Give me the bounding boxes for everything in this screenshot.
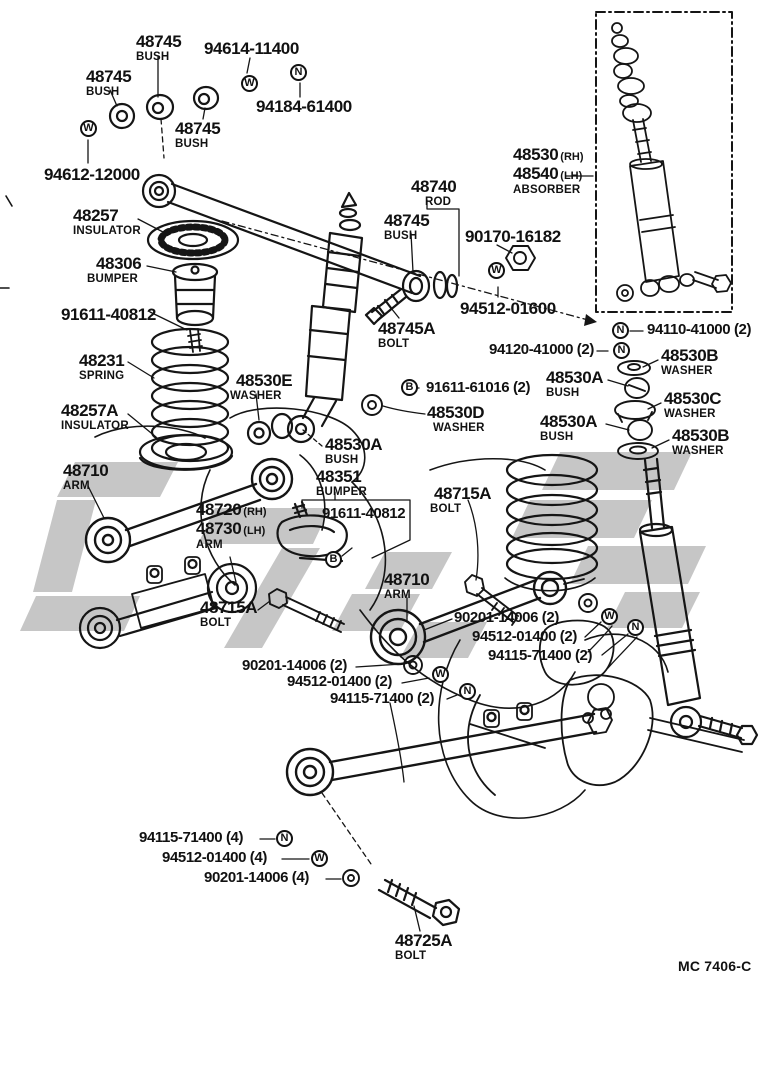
part-label-91611-40812-1: 91611-40812: [61, 305, 156, 324]
nut-symbol: N: [627, 619, 644, 636]
part-label-48715a-bolt-1: 48715A BOLT: [430, 484, 492, 515]
part-label-90201-14006-r: 90201-14006 (2): [454, 609, 559, 626]
nut-symbol: N: [276, 830, 293, 847]
bushing-symbol: B: [401, 379, 418, 396]
part-label-48715a-bolt-2: 48715A BOLT: [200, 598, 258, 629]
part-label-48745-bush-2: 48745 BUSH: [86, 67, 132, 98]
part-label-94512-01400-r: 94512-01400 (2): [472, 628, 577, 645]
part-label-94184-61400: 94184-61400: [256, 97, 352, 116]
part-label-94512-01400-l: 94512-01400 (2): [287, 673, 392, 690]
part-label-48530b-washer-1: 48530B WASHER: [661, 346, 719, 377]
nut-symbol: N: [612, 322, 629, 339]
bolt-48725a: [379, 880, 459, 925]
part-label-48231-spring: 48231 SPRING: [79, 351, 125, 382]
part-label-48306-bumper: 48306 BUMPER: [87, 254, 142, 285]
absorber-dashed-box: [596, 12, 732, 312]
part-label-94115-71400-l: 94115-71400 (2): [330, 690, 435, 707]
part-label-48257-insulator: 48257 INSULATOR: [73, 206, 141, 237]
washer-symbol: W: [241, 75, 258, 92]
part-label-48257a-insulator: 48257A INSULATOR: [61, 401, 129, 432]
bushing-symbol: B: [325, 551, 342, 568]
part-label-94115-71400-r: 94115-71400 (2): [488, 647, 593, 664]
part-label-48530d-washer: 48530D WASHER: [427, 403, 485, 434]
part-label-48530e-washer: 48530E WASHER: [230, 371, 293, 402]
spring-bumper: [173, 264, 217, 325]
part-label-48710-arm-center: 48710 ARM: [384, 570, 430, 601]
part-label-94120-41000: 94120-41000 (2): [489, 341, 594, 358]
part-label-48725a-bolt: 48725A BOLT: [395, 931, 453, 962]
part-label-48745-bush-3: 48745 BUSH: [175, 119, 221, 150]
washer-symbol: W: [488, 262, 505, 279]
washer-symbol: W: [311, 850, 328, 867]
part-label-48530c-washer: 48530C WASHER: [664, 389, 722, 420]
part-label-94614-11400: 94614-11400: [204, 39, 299, 58]
part-label-arm-48720-48730: 48720 (RH) 48730 (LH) ARM: [196, 500, 267, 551]
nut-symbol: N: [290, 64, 307, 81]
washer-symbol: W: [432, 666, 449, 683]
shock-lower-bush-washer: [248, 414, 292, 444]
part-label-91611-40812-2: 91611-40812: [322, 505, 406, 522]
part-label-48351-bumper: 48351 BUMPER: [316, 467, 368, 498]
spring-insulator-upper: [148, 221, 238, 259]
part-label-94512-01600: 94512-01600: [460, 299, 556, 318]
part-label-91611-61016: 91611-61016 (2): [426, 379, 531, 396]
dash-arrowhead: [584, 314, 597, 326]
part-label-90170-16182: 90170-16182: [465, 227, 561, 246]
part-label-48530b-washer-2: 48530B WASHER: [672, 426, 730, 457]
part-label-90201-14006-4: 90201-14006 (4): [204, 869, 309, 886]
part-label-48530a-bush-2: 48530A BUSH: [540, 412, 598, 443]
part-label-48530a-bush-1: 48530A BUSH: [546, 368, 604, 399]
part-label-94512-01400-4: 94512-01400 (4): [162, 849, 267, 866]
part-label-48530a-bush-3: 48530A BUSH: [325, 435, 383, 466]
shock-mount-stack: [615, 361, 658, 459]
part-label-94110-41000: 94110-41000 (2): [647, 321, 752, 338]
figure-code: MC 7406-C: [678, 958, 752, 974]
part-label-48740-rod: 48740 ROD: [411, 177, 457, 208]
part-label-48745-bush-4: 48745 BUSH: [384, 211, 430, 242]
nut-symbol: N: [459, 683, 476, 700]
part-label-48745a-bolt: 48745A BOLT: [378, 319, 436, 350]
nut-symbol: N: [613, 342, 630, 359]
spring-bumper-bolt: [188, 329, 202, 352]
part-label-48745-bush-1: 48745 BUSH: [136, 32, 182, 63]
part-label-94612-12000: 94612-12000: [44, 165, 140, 184]
washer-symbol: W: [80, 120, 97, 137]
part-label-48710-arm-left: 48710 ARM: [63, 461, 109, 492]
part-label-94115-71400-4: 94115-71400 (4): [139, 829, 244, 846]
part-label-absorber-48530-48540: 48530 (RH) 48540 (LH) ABSORBER: [513, 145, 584, 196]
part-label-90201-14006-l: 90201-14006 (2): [242, 657, 347, 674]
washer-symbol: W: [601, 608, 618, 625]
